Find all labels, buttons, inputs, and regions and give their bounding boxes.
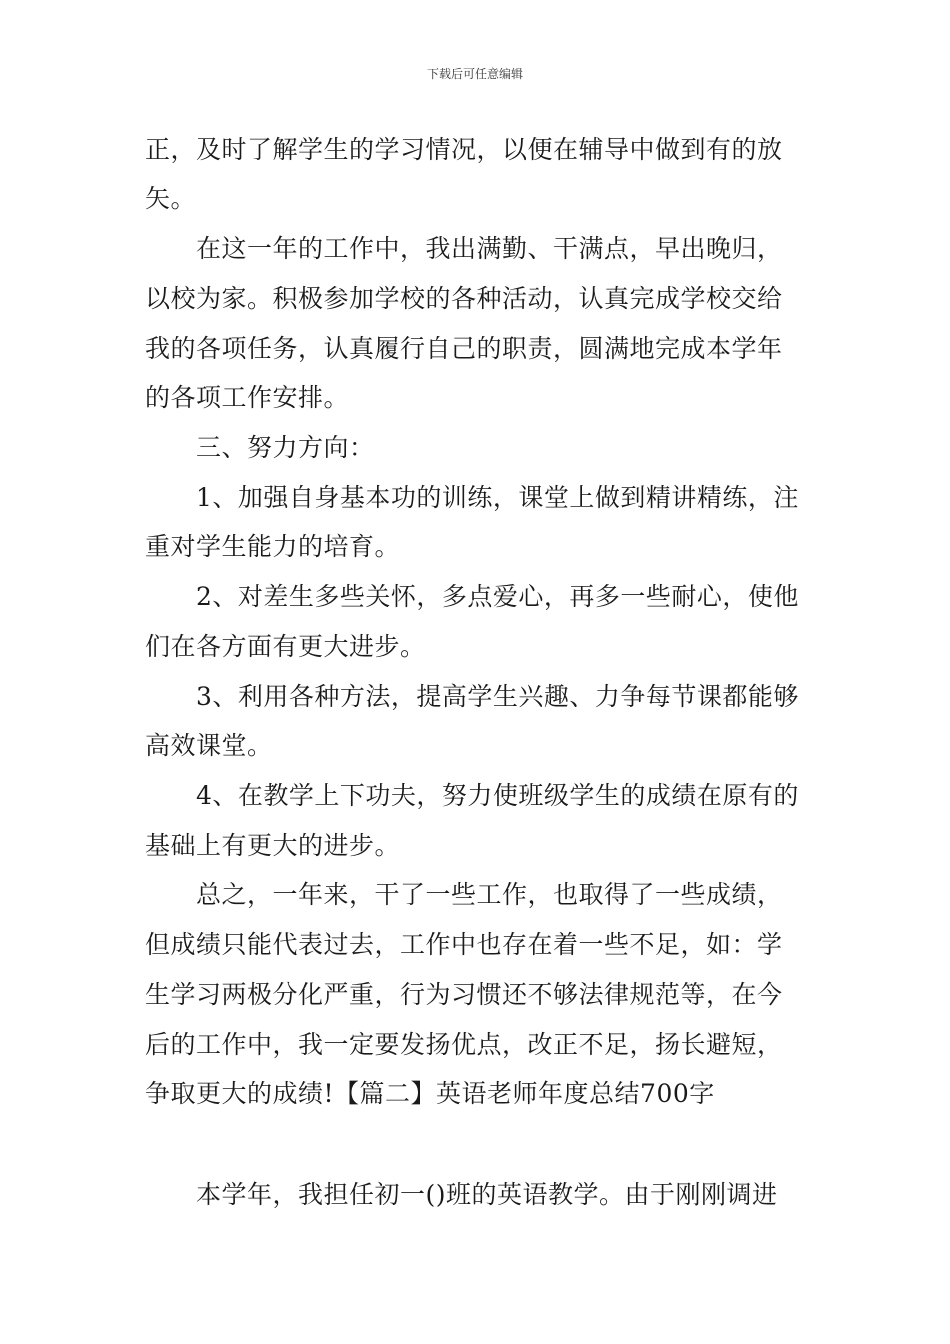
text-line: 的各项工作安排。 xyxy=(145,383,350,412)
text-line: 3、利用各种方法，提高学生兴趣、力争每节课都能够 xyxy=(145,682,799,711)
text-line: 争取更大的成绩!【篇二】英语老师年度总结700字 xyxy=(145,1079,715,1108)
text-line: 我的各项任务，认真履行自己的职责，圆满地完成本学年 xyxy=(145,334,783,363)
text-line: 在这一年的工作中，我出满勤、干满点，早出晚归， xyxy=(145,234,783,263)
text-line: 2、对差生多些关怀，多点爱心，再多一些耐心，使他 xyxy=(145,582,799,611)
text-line: 本学年，我担任初一()班的英语教学。由于刚刚调进 xyxy=(145,1180,778,1209)
page-header: 下载后可任意编辑 xyxy=(426,67,523,81)
text-line: 总之，一年来，干了一些工作，也取得了一些成绩， xyxy=(145,880,783,909)
text-line: 三、努力方向： xyxy=(145,433,375,462)
text-line: 但成绩只能代表过去，工作中也存在着一些不足，如：学 xyxy=(145,930,783,959)
text-line: 重对学生能力的培育。 xyxy=(145,532,401,561)
text-line: 以校为家。积极参加学校的各种活动，认真完成学校交给 xyxy=(145,284,783,313)
text-line: 1、加强自身基本功的训练，课堂上做到精讲精练，注 xyxy=(145,483,799,512)
text-line: 正，及时了解学生的学习情况，以便在辅导中做到有的放 xyxy=(145,135,783,164)
text-line: 高效课堂。 xyxy=(145,731,273,760)
text-line: 生学习两极分化严重，行为习惯还不够法律规范等，在今 xyxy=(145,980,783,1009)
text-line: 矢。 xyxy=(145,184,197,213)
text-line: 后的工作中，我一定要发扬优点，改正不足，扬长避短， xyxy=(145,1030,783,1059)
text-line: 4、在教学上下功夫，努力使班级学生的成绩在原有的 xyxy=(145,781,799,810)
text-line: 们在各方面有更大进步。 xyxy=(145,632,426,661)
text-line: 基础上有更大的进步。 xyxy=(145,831,401,860)
